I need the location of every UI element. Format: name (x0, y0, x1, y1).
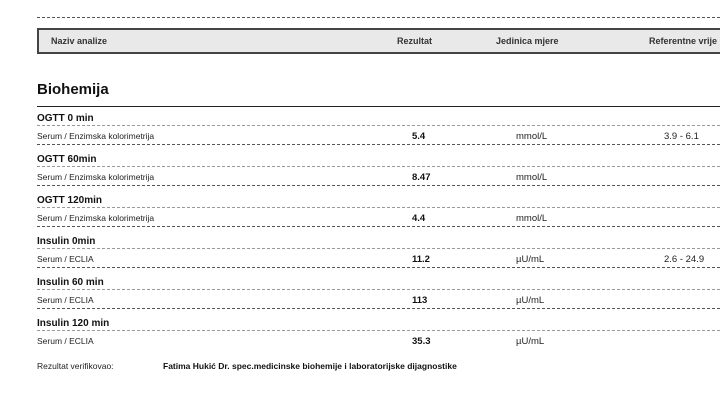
header-analysis-name: Naziv analize (51, 36, 108, 46)
analysis-row (37, 107, 720, 148)
analysis-name: Insulin 0min (37, 236, 96, 247)
analysis-unit: mmol/L (516, 213, 548, 224)
row-divider (37, 330, 720, 331)
analysis-method: Serum / ECLIA (37, 336, 94, 346)
row-divider (37, 166, 720, 167)
analysis-name: Insulin 60 min (37, 277, 104, 288)
analysis-method: Serum / ECLIA (37, 295, 94, 305)
row-divider (37, 308, 720, 309)
analysis-method: Serum / Enzimska kolorimetrija (37, 172, 155, 182)
analysis-value: 11.2 (412, 254, 430, 265)
verified-label: Rezultat verifikovao: (37, 361, 114, 371)
analysis-method: Serum / ECLIA (37, 254, 94, 264)
row-divider (37, 226, 720, 227)
analysis-name: Insulin 120 min (37, 318, 110, 329)
analysis-row (37, 189, 720, 230)
header-result: Rezultat (397, 36, 433, 46)
analysis-row (37, 148, 720, 189)
row-divider (37, 207, 720, 208)
analysis-unit: µU/mL (516, 295, 545, 306)
analysis-name: OGTT 120min (37, 195, 103, 206)
analysis-method: Serum / Enzimska kolorimetrija (37, 213, 155, 223)
header-reference: Referentne vrije (649, 36, 718, 46)
table-header (37, 28, 720, 54)
analysis-unit: µU/mL (516, 336, 545, 347)
row-divider (37, 289, 720, 290)
analysis-value: 113 (412, 295, 428, 306)
analysis-value: 4.4 (412, 213, 426, 224)
top-divider (37, 17, 720, 18)
row-divider (37, 267, 720, 268)
analysis-value: 8.47 (412, 172, 431, 183)
analysis-name: OGTT 0 min (37, 113, 94, 124)
verifier-name: Fatima Hukić Dr. spec.medicinske biohemije i laboratorijske dijagnostike (163, 361, 457, 371)
analysis-row (37, 312, 720, 353)
analysis-method: Serum / Enzimska kolorimetrija (37, 131, 155, 141)
row-divider (37, 185, 720, 186)
analysis-value: 5.4 (412, 131, 426, 142)
row-divider (37, 144, 720, 145)
analysis-unit: mmol/L (516, 172, 548, 183)
analysis-unit: mmol/L (516, 131, 548, 142)
analysis-value: 35.3 (412, 336, 431, 347)
analysis-reference: 3.9 - 6.1 (664, 131, 699, 142)
row-divider (37, 248, 720, 249)
analysis-row (37, 271, 720, 312)
section-title: Biohemija (37, 81, 109, 98)
analysis-name: OGTT 60min (37, 154, 97, 165)
analysis-row (37, 230, 720, 271)
analysis-reference: 2.6 - 24.9 (664, 254, 705, 265)
analysis-unit: µU/mL (516, 254, 545, 265)
row-divider (37, 125, 720, 126)
header-unit: Jedinica mjere (496, 36, 559, 46)
